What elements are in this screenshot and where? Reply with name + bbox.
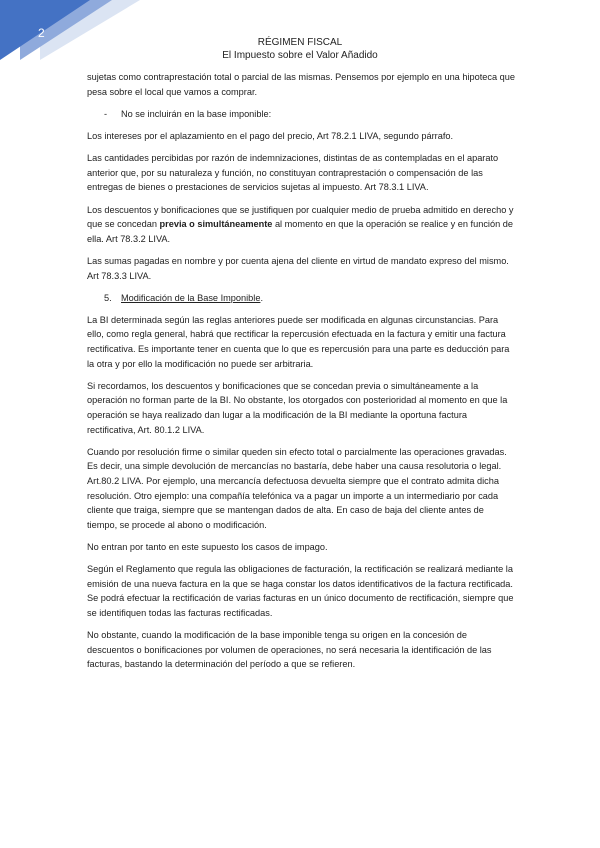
paragraph-intro: sujetas como contraprestación total o parcial de las mismas. Pensemos por ejemplo en una hipoteca que pesa sobre el local que vamos a comprar.: [87, 72, 515, 97]
paragraph-resolucion: Cuando por resolución firme o similar queden sin efecto total o parcialmente las operaciones gravadas. Es decir, una simple devolución de mercancías no bastaría, debe haber una causa resolutoria o legal. Art.80.2 LIVA. Por ejemplo, una mercancía defectuosa devuelta siempre que el contrato admita dicha resolución. Otro ejemplo: una compañía telefónica va a pagar un importe a un intermediario por cada cliente que traiga, siempre que se mantengan dados de alta. En caso de baja del cliente antes de tiempo, se procede al abono o modificación.: [87, 446, 507, 530]
page-number: 2: [38, 26, 45, 40]
paragraph-reglamento: Según el Reglamento que regula las obligaciones de facturación, la rectificación se realizará mediante la emisión de una nueva factura en la que se haga constar los datos identificativos de la factura rectificada. Se podrá efectuar la rectificación de varias facturas en un único documento de rectificación, siempre que se identifiquen todas las facturas rectificadas.: [87, 564, 514, 618]
section-heading-5: [87, 291, 515, 306]
page-header: [0, 36, 600, 62]
paragraph-bi-modificada: La BI determinada según las reglas anteriores puede ser modificada en algunas circunstancias. Para ello, como regla general, habrá que rectificar la repercusión efectuada en la factura y emitir una factura rectificativa. Es importante tener en cuenta que lo que es repercusión para una parte es deducción para la otra y por ello la modificación no puede ser arbitraria.: [87, 314, 510, 369]
paragraph-text: al momento en que la operación se realice y en función de ella. Art 78.3.2 LIVA.: [87, 219, 513, 244]
paragraph-impago: No entran por tanto en este supuesto los casos de impago.: [87, 541, 328, 552]
dash-marker: -: [104, 108, 108, 119]
paragraph-no-obstante: No obstante, cuando la modificación de la base imponible tenga su origen en la concesión de descuentos o bonificaciones por volumen de operaciones, no será necesaria la identificación de las facturas, bastando la determinación del período a que se refieren.: [87, 630, 492, 670]
list-item-exclusions: [87, 107, 515, 122]
section-title: Modificación de la Base Imponible: [121, 292, 261, 303]
header-subtitle: El Impuesto sobre el Valor Añadido: [222, 50, 378, 61]
list-item-label: No se incluirán en la base imponible:: [121, 108, 272, 119]
paragraph-descuentos: [87, 203, 515, 247]
section-title-dot: .: [260, 292, 263, 303]
header-title: RÉGIMEN FISCAL: [257, 37, 343, 48]
section-number: 5.: [104, 292, 112, 303]
bold-phrase: previa o simultáneamente: [159, 219, 273, 230]
paragraph-recordamos: Si recordamos, los descuentos y bonificaciones que se concedan previa o simultáneamente a la operación no forman parte de la BI. No obstante, los otorgados con posterioridad al momento en que la operación se haya realizado dan lugar a la modificación de la BI mediante la oportuna factura rectificativa, Art. 80.1.2 LIVA.: [87, 380, 508, 435]
document-body: [87, 70, 515, 680]
paragraph-indemnizaciones: Las cantidades percibidas por razón de indemnizaciones, distintas de as contempladas en el aparato anterior que, por su naturaleza y función, no constituyan contraprestación o compensación de las entregas de bienes o prestaciones de servicios sujetas al impuesto. Art 78.3.1 LIVA.: [87, 153, 499, 193]
paragraph-sumas: Las sumas pagadas en nombre y por cuenta ajena del cliente en virtud de mandato expreso del mismo. Art 78.3.3 LIVA.: [87, 255, 509, 281]
paragraph-intereses: Los intereses por el aplazamiento en el pago del precio, Art 78.2.1 LIVA, segundo párrafo.: [87, 130, 454, 141]
paragraph-text: Los descuentos y bonificaciones que se justifiquen por cualquier medio de prueba admitido en derecho y que se concedan: [87, 204, 514, 230]
